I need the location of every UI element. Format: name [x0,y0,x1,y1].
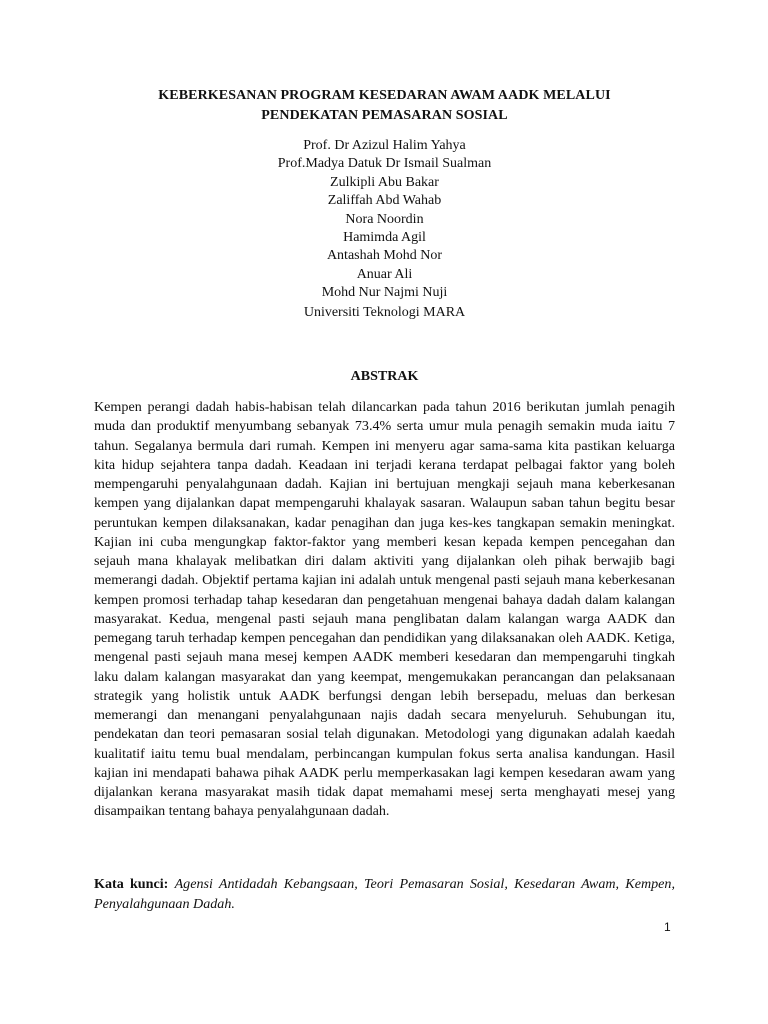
page-number: 1 [664,920,671,934]
author-name: Hamimda Agil [343,230,426,246]
author-name: Zaliffah Abd Wahab [327,193,442,209]
abstract-heading: ABSTRAK [350,369,419,384]
paper-title [94,86,675,126]
author-name: Antashah Mohd Nor [326,248,443,264]
paper-title-line-2: PENDEKATAN PEMASARAN SOSIAL [261,108,508,123]
author-name: Mohd Nur Najmi Nuji [321,285,448,301]
author-name: Prof.Madya Datuk Dr Ismail Sualman [277,156,492,172]
keywords-label: Kata kunci: [94,876,169,892]
author-list [94,137,675,303]
keywords-paragraph [94,874,675,914]
affiliation: Universiti Teknologi MARA [303,305,466,320]
keywords-terms: Agensi Antidadah Kebangsaan, Teori Pemasaran Sosial, Kesedaran Awam, Kempen, Penyalahgunaan Dadah. [94,876,675,912]
author-name: Prof. Dr Azizul Halim Yahya [303,138,466,153]
author-name: Nora Noordin [345,211,424,227]
abstract-body: Kempen perangi dadah habis-habisan telah dilancarkan pada tahun 2016 berikutan jumlah penagih muda dan produktif menyumbang sebanyak 73.4% serta umur mula penagih semakin muda iaitu 7 tahun. Segalanya bermula dari rumah. Kempen ini menyeru agar sama-sama kita pastikan keluarga kita hidup sejahtera tanpa dadah. Keadaan ini terjadi kerana terdapat pelbagai faktor yang boleh mempengaruhi penyalahgunaan dadah. Kajian ini bertujuan mengkaji sejauh mana keberkesanan kempen yang dijalankan dapat mempengaruhi khalayak sasaran. Walaupun saban tahun begitu besar peruntukan kempen dilaksanakan, kadar penagihan dan juga kes-kes tangkapan semakin meningkat. Kajian ini cuba mengungkap faktor-faktor yang memberi kesan kepada kempen pencegahan dan sejauh mana khalayak melibatkan diri dalam aktiviti yang dijalankan oleh pihak berwajib bagi memerangi dadah. Objektif pertama kajian ini adalah untuk mengenal pasti sejauh mana keberkesanan kempen promosi terhadap tahap kesedaran dan pengetahuan mengenai bahaya dadah dalam kalangan masyarakat. Kedua, mengenal pasti sejauh mana penglibatan dalam kalangan warga AADK dan pemegang taruh terhadap kempen pencegahan dan pendidikan yang dilaksanakan oleh AADK. Ketiga, mengenal pasti sejauh mana mesej kempen AADK memberi kesedaran dan mempengaruhi tingkah laku dalam kalangan masyarakat dan yang keempat, mengemukakan perancangan dan pelaksanaan strategik yang holistik untuk AADK berfungsi dengan lebih bersepadu, meluas dan berkesan memerangi dan menangani penyalahgunaan najis dadah secara menyeluruh. Sehubungan itu, pendekatan dan teori pemasaran sosial telah digunakan. Metodologi yang digunakan adalah kaedah kualitatif iaitu temu bual mendalam, perbincangan kumpulan fokus serta analisa kandungan. Hasil kajian ini mendapati bahawa pihak AADK perlu memperkasakan lagi kempen kesedaran awam yang dijalankan kerana masyarakat masih tidak dapat memahami mesej serta menghayati mesej yang disampaikan tentang bahaya penyalahgunaan dadah. [94,399,675,820]
paper-title-line-1: KEBERKESANAN PROGRAM KESEDARAN AWAM AADK MELALUI [158,88,611,103]
author-name: Anuar Ali [356,266,413,282]
author-name: Zulkipli Abu Bakar [330,174,439,190]
